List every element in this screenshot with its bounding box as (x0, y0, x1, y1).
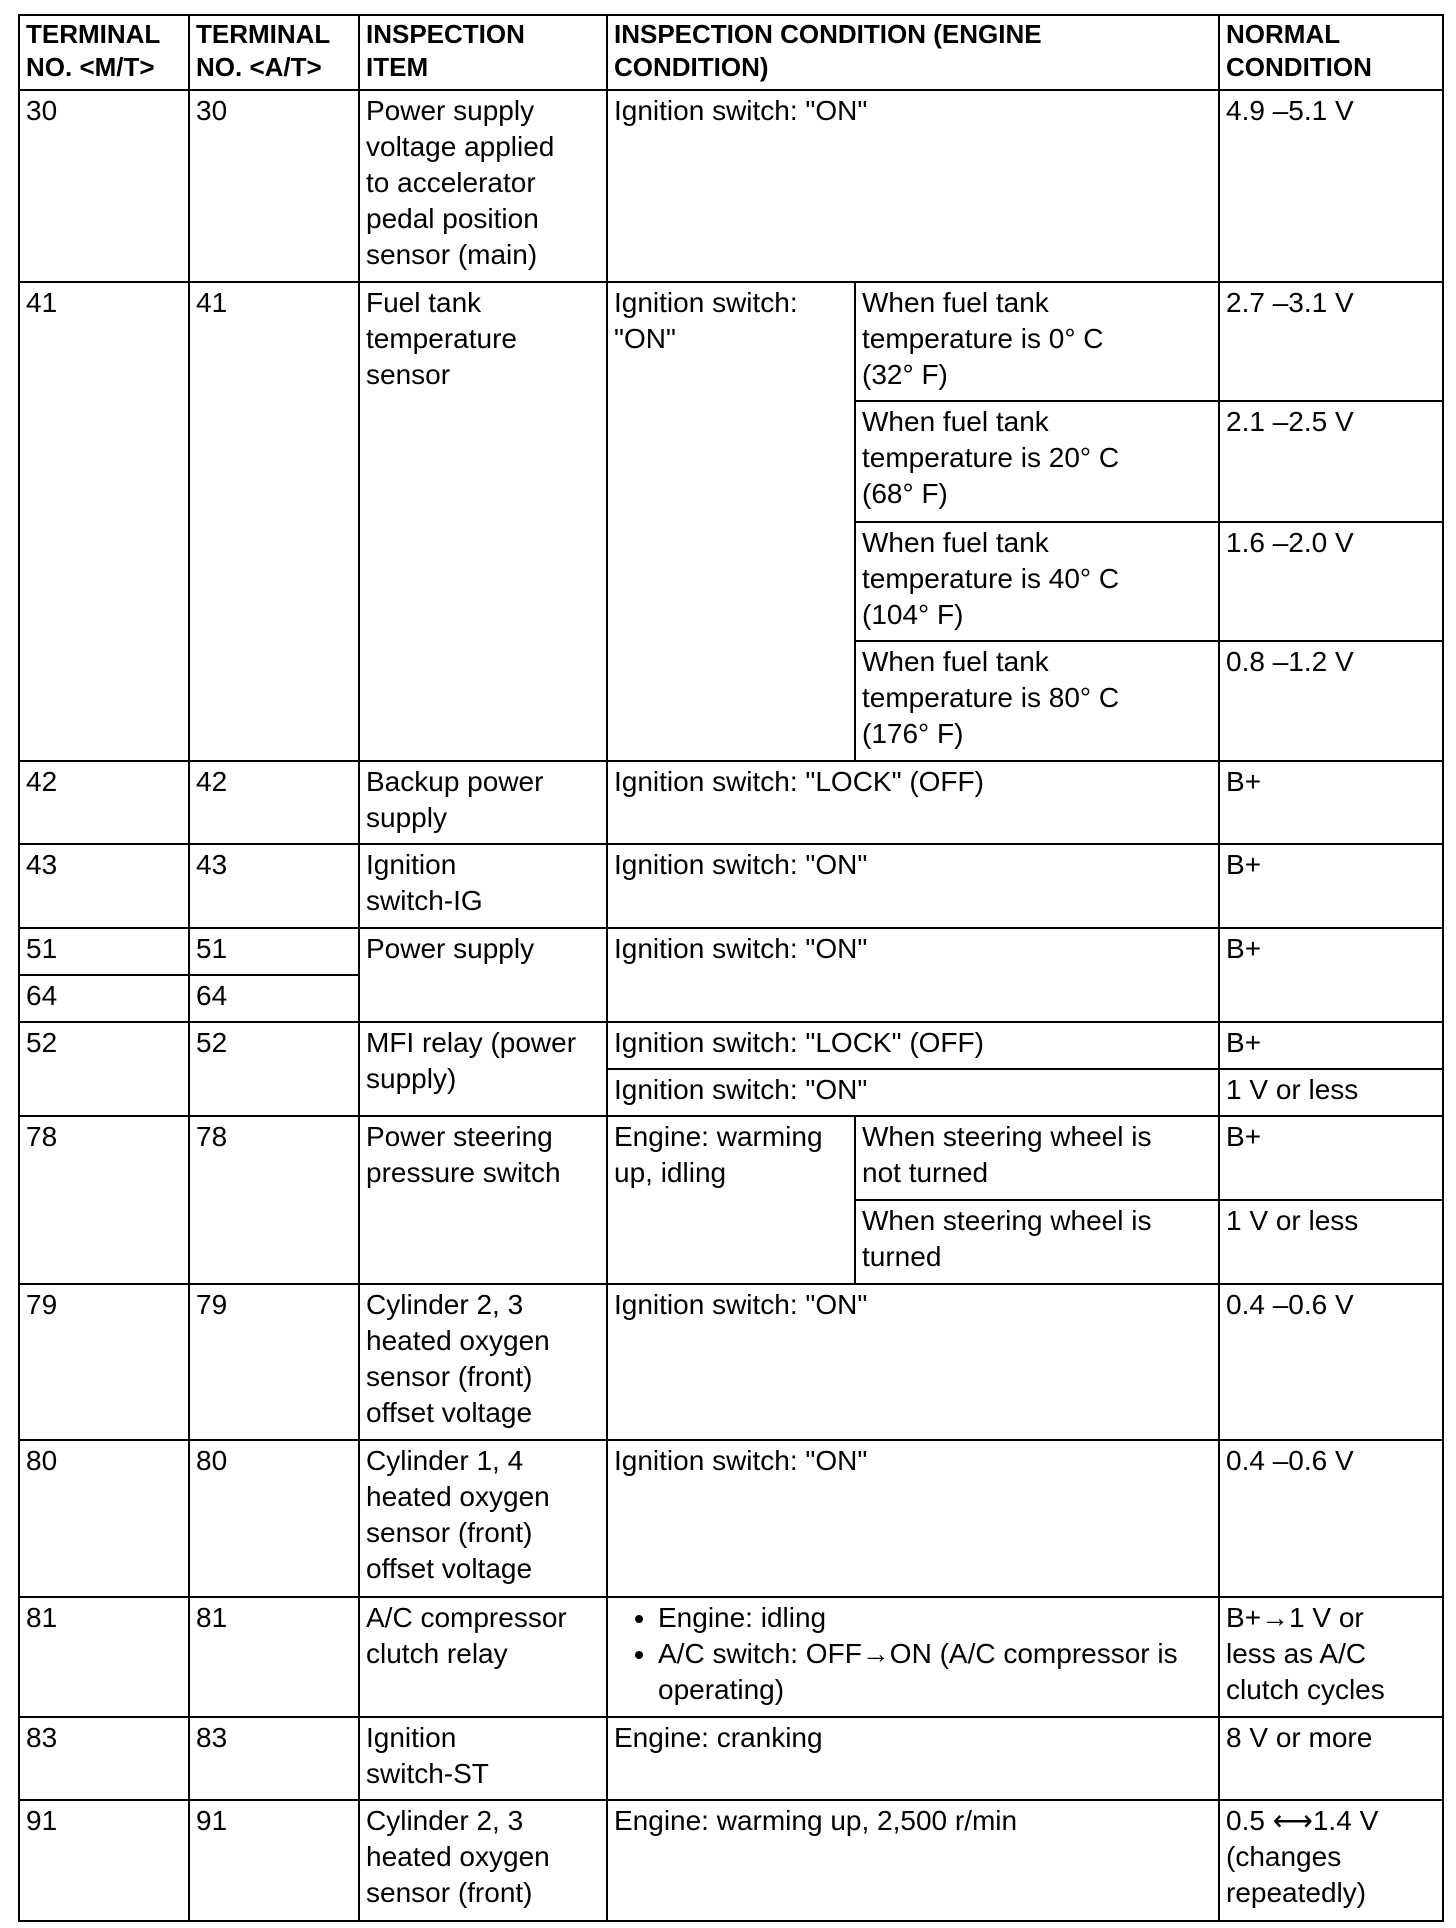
terminal-inspection-table (18, 14, 1444, 1922)
table-row (19, 1116, 1443, 1200)
header-row (19, 15, 1443, 90)
terminal-at: 81 (189, 1597, 359, 1717)
inspection-item: Ignition switch-IG (359, 844, 607, 928)
inspection-condition: Ignition switch: "ON" (607, 844, 1219, 928)
sub-condition: When fuel tank temperature is 20° C (68° F) (855, 401, 1219, 522)
inspection-condition: Ignition switch: "ON" (607, 90, 1219, 282)
sub-condition: When steering wheel is turned (855, 1200, 1219, 1284)
terminal-mt: 91 (19, 1800, 189, 1921)
sub-condition: When fuel tank temperature is 80° C (176° F) (855, 641, 1219, 761)
terminal-mt: 30 (19, 90, 189, 282)
table-row (19, 1440, 1443, 1597)
inspection-condition: Engine: warming up, 2,500 r/min (607, 1800, 1219, 1921)
inspection-condition: Ignition switch: "ON" (607, 282, 855, 761)
header-inspection-condition: INSPECTION CONDITION (ENGINE CONDITION) (607, 15, 1219, 90)
table-row (19, 1022, 1443, 1069)
inspection-item: Ignition switch-ST (359, 1717, 607, 1800)
inspection-condition: Ignition switch: "ON" (607, 1069, 1219, 1116)
terminal-mt: 83 (19, 1717, 189, 1800)
normal-condition: 2.1 –2.5 V (1219, 401, 1443, 522)
inspection-item: Cylinder 2, 3 heated oxygen sensor (front) offset voltage (359, 1284, 607, 1440)
terminal-at: 51 (189, 928, 359, 975)
terminal-mt: 64 (19, 975, 189, 1022)
inspection-condition: Ignition switch: "LOCK" (OFF) (607, 1022, 1219, 1069)
terminal-mt: 41 (19, 282, 189, 761)
terminal-at: 79 (189, 1284, 359, 1440)
terminal-at: 64 (189, 975, 359, 1022)
terminal-at: 91 (189, 1800, 359, 1921)
normal-condition: B+ (1219, 1022, 1443, 1069)
normal-condition: 0.4 –0.6 V (1219, 1440, 1443, 1597)
terminal-at: 30 (189, 90, 359, 282)
table-row (19, 1284, 1443, 1440)
normal-condition: B+→1 V or less as A/C clutch cycles (1219, 1597, 1443, 1717)
condition-bullet: • A/C switch: OFF→ON (A/C compressor is operating) (658, 1636, 1212, 1708)
inspection-item: MFI relay (power supply) (359, 1022, 607, 1116)
normal-condition: 0.8 –1.2 V (1219, 641, 1443, 761)
normal-condition: 0.4 –0.6 V (1219, 1284, 1443, 1440)
terminal-mt: 79 (19, 1284, 189, 1440)
normal-condition: B+ (1219, 844, 1443, 928)
header-terminal-at: TERMINAL NO. <A/T> (189, 15, 359, 90)
normal-condition: 1 V or less (1219, 1200, 1443, 1284)
terminal-at: 83 (189, 1717, 359, 1800)
normal-condition: 8 V or more (1219, 1717, 1443, 1800)
inspection-condition: Ignition switch: "LOCK" (OFF) (607, 761, 1219, 844)
inspection-item: Cylinder 2, 3 heated oxygen sensor (front) (359, 1800, 607, 1921)
terminal-at: 78 (189, 1116, 359, 1284)
terminal-mt: 52 (19, 1022, 189, 1116)
inspection-condition: Engine: cranking (607, 1717, 1219, 1800)
condition-bullet: • Engine: idling (658, 1600, 1212, 1636)
inspection-condition: Engine: warming up, idling (607, 1116, 855, 1284)
terminal-at: 80 (189, 1440, 359, 1597)
terminal-at: 41 (189, 282, 359, 761)
terminal-mt: 43 (19, 844, 189, 928)
table-row (19, 282, 1443, 401)
table-row (19, 90, 1443, 282)
normal-condition: 4.9 –5.1 V (1219, 90, 1443, 282)
terminal-at: 52 (189, 1022, 359, 1116)
table-row (19, 1597, 1443, 1717)
inspection-condition: Ignition switch: "ON" (607, 928, 1219, 1022)
normal-condition: 1 V or less (1219, 1069, 1443, 1116)
terminal-mt: 78 (19, 1116, 189, 1284)
inspection-item: Power steering pressure switch (359, 1116, 607, 1284)
normal-condition: B+ (1219, 928, 1443, 1022)
table-row (19, 761, 1443, 844)
table-row (19, 844, 1443, 928)
inspection-item: A/C compressor clutch relay (359, 1597, 607, 1717)
header-terminal-mt: TERMINAL NO. <M/T> (19, 15, 189, 90)
inspection-item: Power supply (359, 928, 607, 1022)
sub-condition: When steering wheel is not turned (855, 1116, 1219, 1200)
terminal-mt: 80 (19, 1440, 189, 1597)
inspection-condition: Ignition switch: "ON" (607, 1284, 1219, 1440)
table-row (19, 928, 1443, 975)
normal-condition: B+ (1219, 761, 1443, 844)
normal-condition: B+ (1219, 1116, 1443, 1200)
normal-condition: 2.7 –3.1 V (1219, 282, 1443, 401)
terminal-mt: 81 (19, 1597, 189, 1717)
inspection-item: Power supply voltage applied to accelerator pedal position sensor (main) (359, 90, 607, 282)
condition-bullet-list (614, 1600, 1212, 1708)
sub-condition: When fuel tank temperature is 40° C (104° F) (855, 522, 1219, 641)
header-inspection-item: INSPECTION ITEM (359, 15, 607, 90)
header-normal-condition: NORMAL CONDITION (1219, 15, 1443, 90)
terminal-mt: 42 (19, 761, 189, 844)
inspection-condition (607, 1597, 1219, 1717)
terminal-at: 43 (189, 844, 359, 928)
inspection-item: Fuel tank temperature sensor (359, 282, 607, 761)
terminal-at: 42 (189, 761, 359, 844)
inspection-condition: Ignition switch: "ON" (607, 1440, 1219, 1597)
table-row (19, 1800, 1443, 1921)
table-row (19, 1717, 1443, 1800)
terminal-mt: 51 (19, 928, 189, 975)
inspection-item: Cylinder 1, 4 heated oxygen sensor (front) offset voltage (359, 1440, 607, 1597)
normal-condition: 0.5 ⟷1.4 V (changes repeatedly) (1219, 1800, 1443, 1921)
sub-condition: When fuel tank temperature is 0° C (32° F) (855, 282, 1219, 401)
normal-condition: 1.6 –2.0 V (1219, 522, 1443, 641)
inspection-item: Backup power supply (359, 761, 607, 844)
